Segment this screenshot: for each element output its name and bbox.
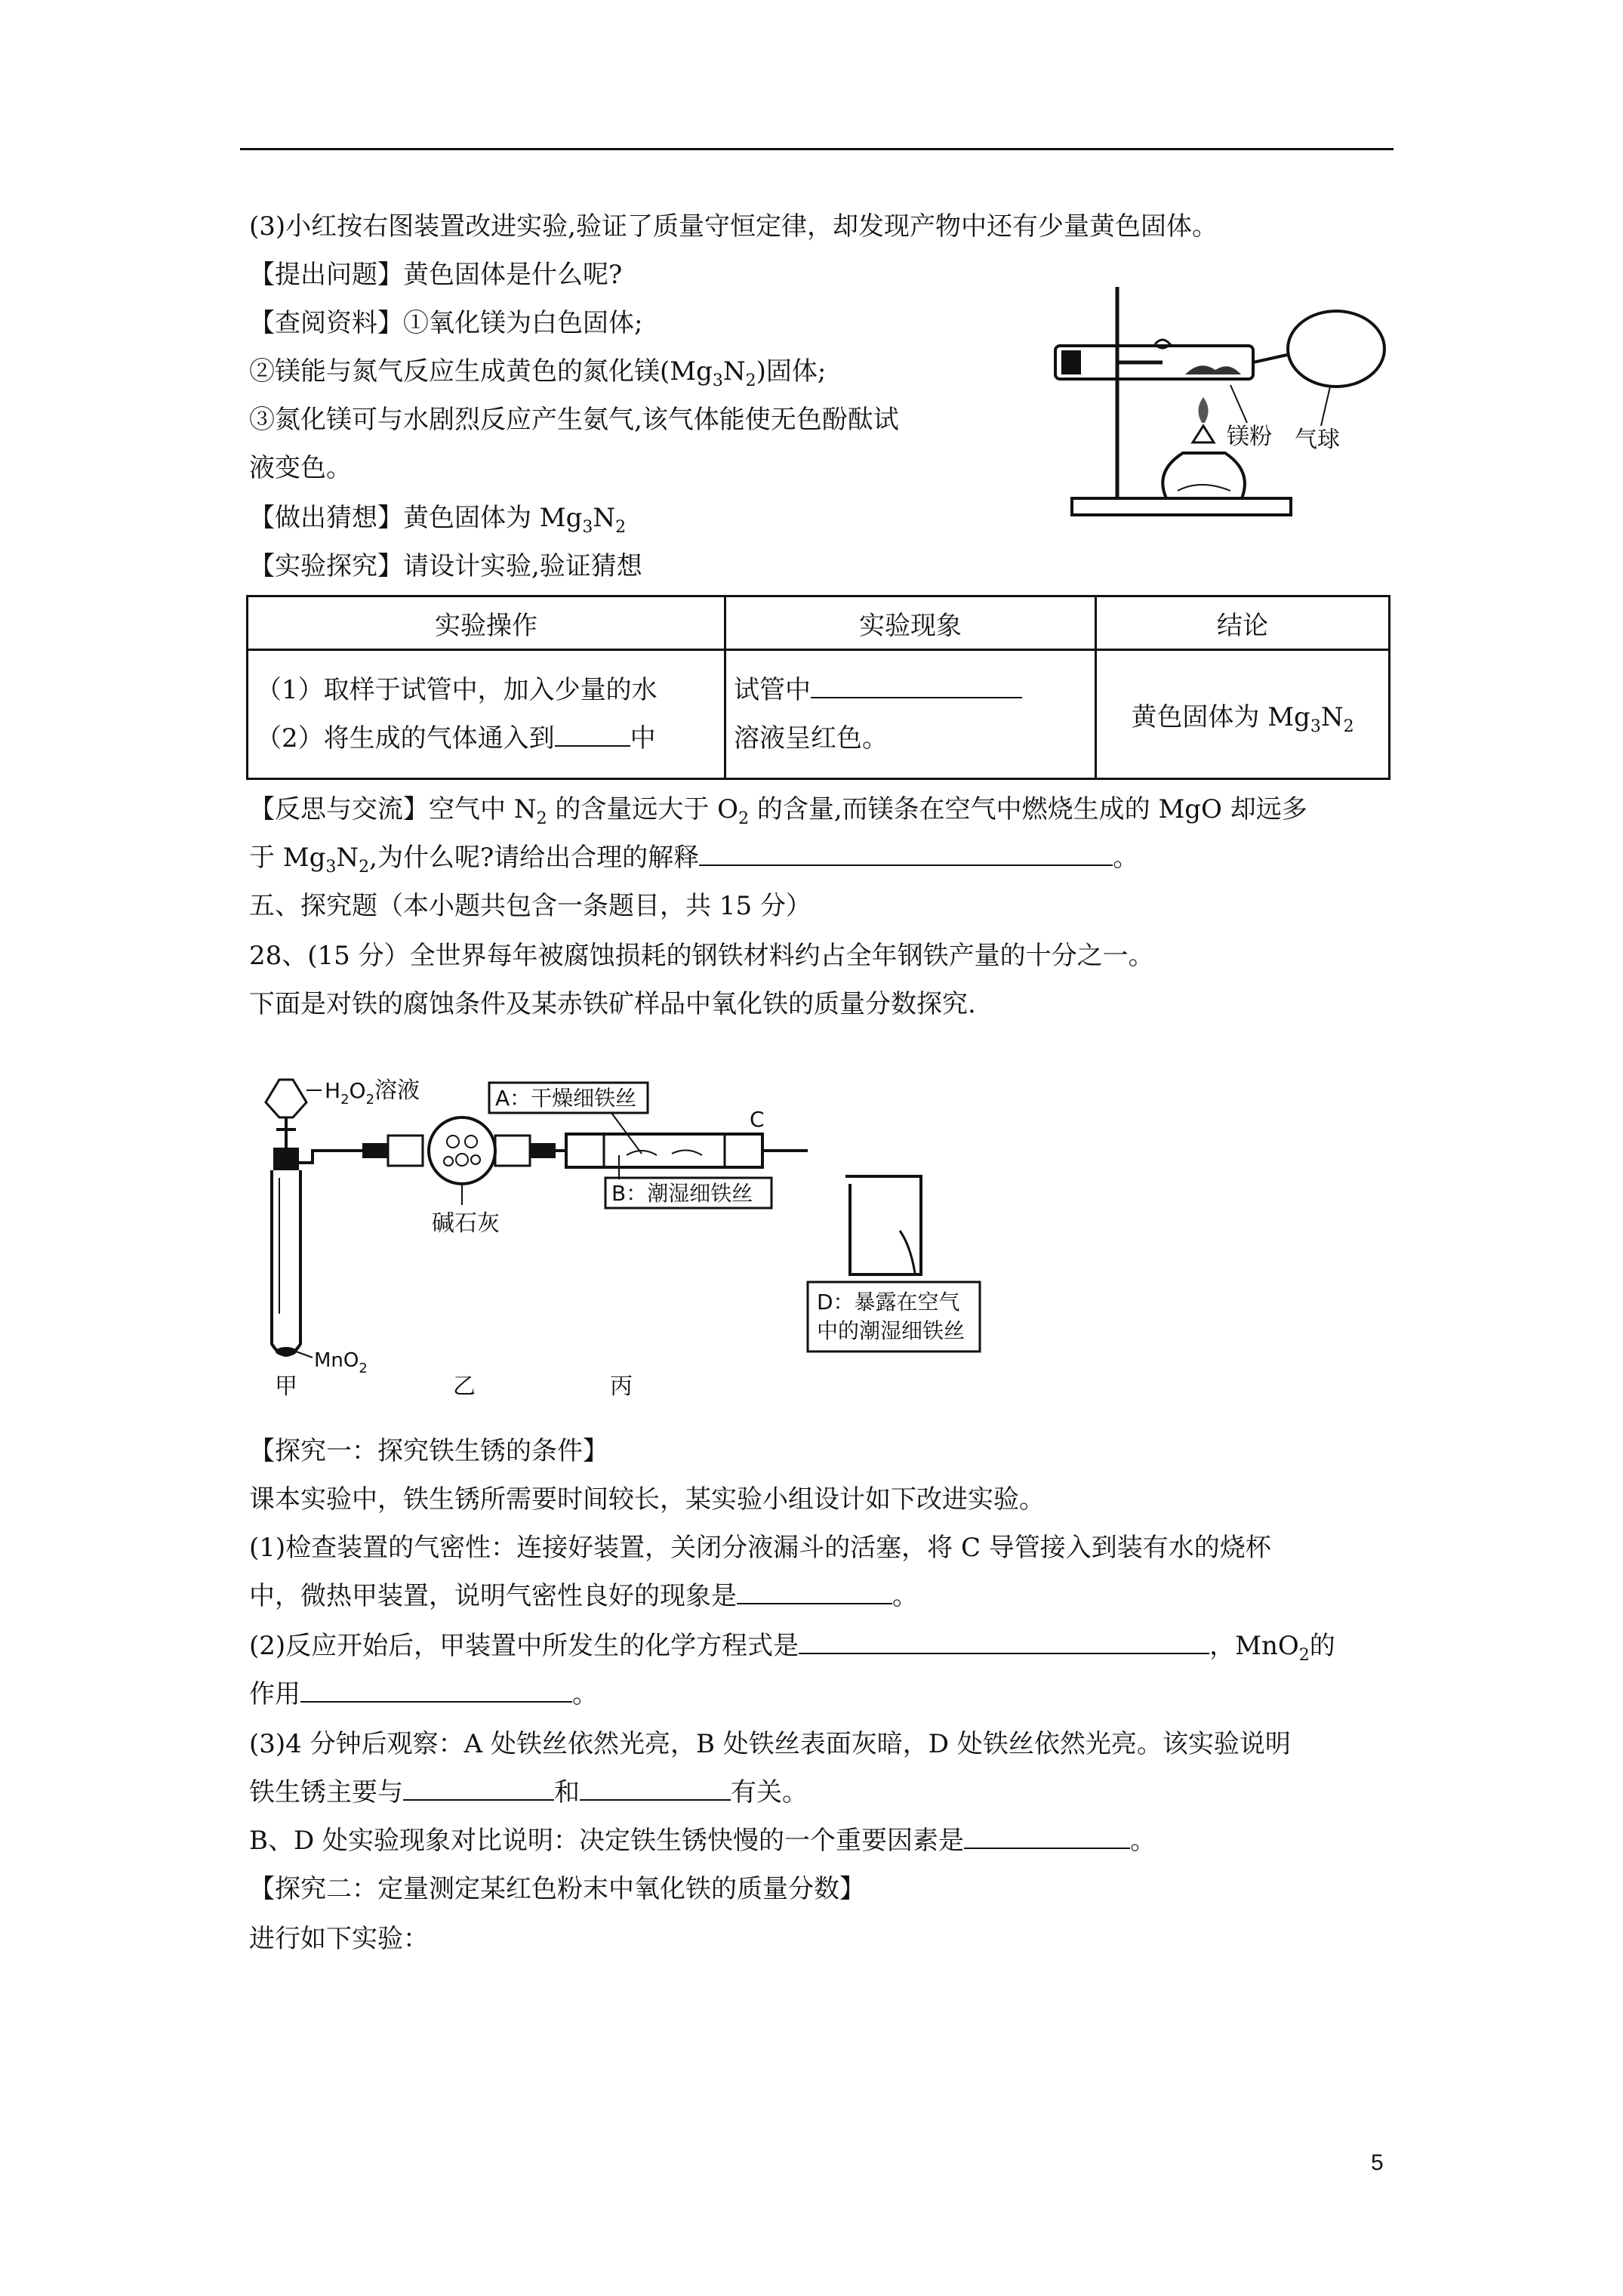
q28-line1: 28、(15 分）全世界每年被腐蚀损耗的钢铁材料约占全年钢铁产量的十分之一。 [249,941,1154,971]
explore1-q1-line2: 中，微热甲装置，说明气密性良好的现象是 。 [249,1581,918,1611]
explore1-q3-line2: 铁生锈主要与 和 有关。 [249,1777,808,1808]
caption-yi: 乙 [453,1373,476,1400]
td-phenomenon: 试管中 溶液呈红色。 [725,650,1096,779]
label-balloon: 气球 [1295,427,1340,453]
page-number: 5 [1371,2150,1384,2175]
explore2-title: 【探究二：定量测定某红色粉末中氧化铁的质量分数】 [249,1874,865,1904]
label-b-wet-wire: B：潮湿细铁丝 [611,1181,753,1206]
label-a-dry-wire: A：干燥细铁丝 [495,1086,637,1111]
td-operation: （1）取样于试管中，加入少量的水 （2）将生成的气体通入到 中 [248,650,725,779]
label-mno2: MnO$_2$ [314,1349,368,1376]
reflect-line1: 【反思与交流】空气中 $N_2$ 的含量远大于 $O_2$ 的含量,而镁条在空气中燃烧生成的 MgO 却远多 [249,794,1307,828]
q28-line2: 下面是对铁的腐蚀条件及某赤铁矿样品中氧化铁的质量分数探究. [249,989,976,1019]
p3-guess: 【做出猜想】黄色固体为 $Mg_3N_2$ [249,503,627,537]
section5-title: 五、探究题（本小题共包含一条题目，共 15 分） [249,891,812,921]
explore2-intro: 进行如下实验： [249,1924,429,1954]
explore1-q2-line2: 作用 。 [249,1679,598,1709]
p3-explore: 【实验探究】请设计实验,验证猜想 [249,551,642,581]
caption-jia: 甲 [275,1373,297,1400]
caption-bing: 丙 [610,1373,633,1400]
explore1-intro: 课本实验中，铁生锈所需要时间较长，某实验小组设计如下改进实验。 [249,1484,1045,1515]
label-d-line1: D：暴露在空气 [817,1290,960,1314]
label-c: C [750,1107,765,1132]
label-h2o2: $H_2O_2$溶液 [325,1077,420,1108]
label-soda-lime: 碱石灰 [432,1210,500,1237]
p3-ref3: ③氮化镁可与水剧烈反应产生氨气,该气体能使无色酚酞试 [249,405,899,435]
explore1-q3-line3: B、D 处实验现象对比说明：决定铁生锈快慢的一个重要因素是 。 [249,1826,1156,1856]
explore1-q3-line1: (3)4 分钟后观察：A 处铁丝依然光亮，B 处铁丝表面灰暗，D 处铁丝依然光亮。该实验说明 [249,1729,1291,1759]
td-conclusion: 黄色固体为 $Mg_3N_2$ [1096,650,1390,779]
explore1-title: 【探究一：探究铁生锈的条件】 [249,1436,608,1466]
p3-ref3-cont: 液变色。 [249,453,352,483]
p3-ref2: ②镁能与氮气反应生成黄色的氮化镁$(Mg_3N_2)$固体; [249,356,827,390]
experiment-table [246,595,1390,780]
label-d-line2: 中的潮湿细铁丝 [817,1318,965,1343]
header-rule [240,148,1394,150]
reflect-line2: 于 $Mg_3N_2$,为什么呢?请给出合理的解释 。 [249,843,1139,877]
explore1-q2-line1: (2)反应开始后，甲装置中所发生的化学方程式是 ，MnO$_2$的 [249,1631,1335,1665]
p3-ref1: 【查阅资料】①氧化镁为白色固体; [249,308,643,338]
label-mg-powder: 镁粉 [1227,424,1272,450]
magnesium-apparatus-figure [1034,272,1412,529]
p3-intro: (3)小红按右图装置改进实验,验证了质量守恒定律，却发现产物中还有少量黄色固体。 [249,211,1218,242]
th-conclusion: 结论 [1096,596,1390,650]
th-operation: 实验操作 [248,596,725,650]
th-phenomenon: 实验现象 [725,596,1096,650]
explore1-q1-line1: (1)检查装置的气密性：连接好装置，关闭分液漏斗的活塞，将 C 导管接入到装有水的烧杯 [249,1533,1271,1563]
iron-corrosion-apparatus-figure [249,1057,1004,1404]
p3-question: 【提出问题】黄色固体是什么呢? [249,260,623,290]
